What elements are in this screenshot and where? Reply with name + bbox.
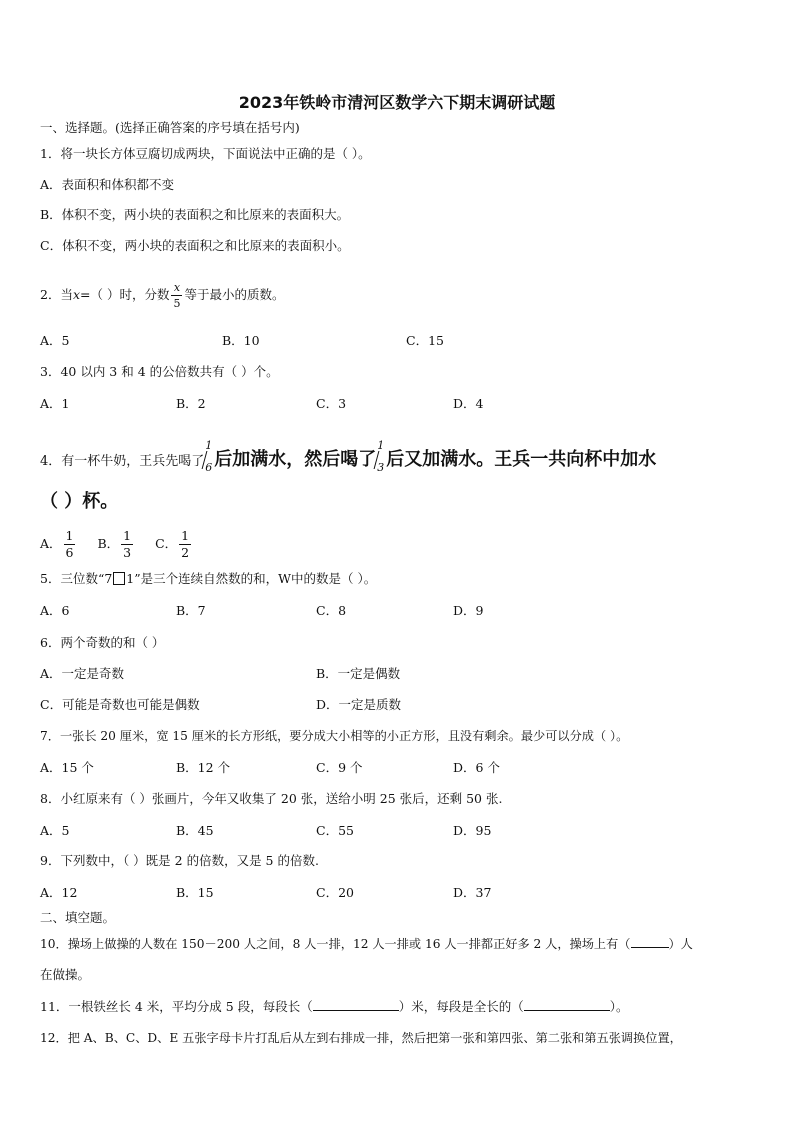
question-5-prefix: 5．三位数“7 (40, 571, 113, 586)
question-2-middle: =（ ）时，分数 (80, 287, 170, 302)
question-4-fraction-2 (376, 439, 386, 474)
question-1-option-b: B．体积不变，两小块的表面积之和比原来的表面积大。 (40, 207, 350, 222)
question-4-option-a-numerator: 1 (64, 530, 76, 546)
question-7-option-b: B．12 个 (176, 760, 231, 775)
question-5-option-d: D．9 (453, 603, 484, 618)
question-4-middle: 后加满水，然后喝了 (214, 449, 377, 470)
question-4-fraction-2-denominator: 3 (377, 461, 385, 474)
question-8-stem: 8．小红原来有（ ）张画片，今年又收集了 20 张，送给小明 25 张后，还剩 50 张. (40, 791, 503, 806)
question-2-option-c: C．15 (406, 333, 444, 348)
question-4-option-a-fraction (64, 527, 76, 560)
question-11-answer-blank-1[interactable] (313, 1010, 399, 1011)
question-6-option-a: A．一定是奇数 (40, 666, 125, 681)
question-4-option-a-label: A． (40, 536, 62, 551)
question-6-option-c: C．可能是奇数也可能是偶数 (40, 697, 200, 712)
question-5-option-b: B．7 (176, 603, 206, 618)
question-8-option-d: D．95 (453, 823, 492, 838)
question-2-fraction-numerator: x (171, 282, 182, 296)
question-4-option-c-fraction (179, 527, 191, 560)
question-4-stem-line1 (40, 439, 657, 474)
question-4-prefix: 4．有一杯牛奶，王兵先喝了 (40, 454, 205, 469)
question-1-option-c: C．体积不变，两小块的表面积之和比原来的表面积小。 (40, 238, 350, 253)
question-4-option-c-denominator: 2 (181, 545, 190, 560)
question-4-option-b-numerator: 1 (121, 530, 133, 546)
question-3-option-b: B．2 (176, 396, 206, 411)
question-11-part-2: ）米，每段是全长的（ (398, 999, 524, 1014)
question-4-options (40, 526, 193, 562)
question-4-option-b-fraction (121, 527, 133, 560)
question-10-stem-line1 (40, 936, 693, 952)
question-4-option-b-label: B． (97, 536, 120, 551)
question-2-stem (40, 277, 284, 313)
question-1-stem: 1．将一块长方体豆腐切成两块，下面说法中正确的是（ ）。 (40, 146, 371, 161)
question-10-stem-line2: 在做操。 (40, 967, 91, 982)
blank-box-icon (113, 572, 125, 585)
question-6-option-b: B．一定是偶数 (316, 666, 401, 681)
question-9-option-a: A．12 (40, 885, 78, 900)
question-9-option-b: B．15 (176, 885, 214, 900)
question-5-suffix: 1”是三个连续自然数的和，W中的数是（ ）。 (126, 571, 377, 586)
question-12-stem: 12．把 A、B、C、D、E 五张字母卡片打乱后从左到右排成一排，然后把第一张和第四张、第二张和第五张调换位置， (40, 1031, 682, 1045)
question-3-option-c: C．3 (316, 396, 347, 411)
section-2-heading: 二、填空题。 (40, 910, 116, 925)
question-4-option-a-denominator: 6 (65, 545, 74, 560)
question-2-fraction-denominator: 5 (173, 297, 181, 310)
question-11-answer-blank-2[interactable] (524, 1010, 610, 1011)
question-9-stem: 9．下列数中，（ ）既是 2 的倍数，又是 5 的倍数. (40, 853, 319, 868)
page-title: 2023年铁岭市清河区数学六下期末调研试题 (238, 93, 556, 112)
question-4-option-c-label: C． (155, 536, 178, 551)
question-4-suffix: 后又加满水。王兵一共向杯中加水 (386, 449, 657, 470)
question-2-suffix: 等于最小的质数。 (184, 287, 285, 302)
question-11-stem (40, 999, 629, 1015)
question-9-option-d: D．37 (453, 885, 492, 900)
question-4-fraction-1 (204, 439, 214, 474)
question-10-part-1: 10．操场上做操的人数在 150－200 人之间，8 人一排，12 人一排或 16 人一排都正好多 2 人，操场上有（ (40, 937, 631, 951)
question-1-option-a: A．表面积和体积都不变 (40, 177, 175, 192)
question-6-option-d: D．一定是质数 (316, 697, 402, 712)
question-4-option-c-numerator: 1 (179, 530, 191, 546)
question-2-option-b: B．10 (222, 333, 260, 348)
question-4-stem-line2: （ ）杯。 (40, 491, 119, 512)
question-10-answer-blank[interactable] (631, 947, 669, 948)
question-8-option-b: B．45 (176, 823, 214, 838)
question-2-option-a: A．5 (40, 333, 70, 348)
question-4-fraction-2-numerator: 1 (377, 439, 385, 452)
question-4-option-b-denominator: 3 (123, 545, 132, 560)
question-2-fraction (171, 282, 182, 309)
question-7-option-d: D．6 个 (453, 760, 500, 775)
question-11-part-3: ）。 (609, 999, 629, 1014)
question-3-option-a: A．1 (40, 396, 70, 411)
question-11-part-1: 11．一根铁丝长 4 米，平均分成 5 段，每段长（ (40, 999, 313, 1014)
question-4-fraction-1-denominator: 6 (205, 461, 213, 474)
question-5-option-c: C．8 (316, 603, 347, 618)
question-7-stem: 7．一张长 20 厘米，宽 15 厘米的长方形纸，要分成大小相等的小正方形，且没有剩余。最少可以分成（ ）。 (40, 729, 629, 743)
question-4-fraction-1-numerator: 1 (205, 439, 213, 452)
question-7-option-c: C．9 个 (316, 760, 363, 775)
section-1-heading: 一、选择题。(选择正确答案的序号填在括号内) (40, 120, 300, 135)
question-2-prefix: 2．当 (40, 287, 73, 302)
question-3-option-d: D．4 (453, 396, 484, 411)
question-8-option-a: A．5 (40, 823, 70, 838)
question-8-option-c: C．55 (316, 823, 354, 838)
question-7-option-a: A．15 个 (40, 760, 94, 775)
question-5-option-a: A．6 (40, 603, 70, 618)
question-10-part-2: ）人 (668, 937, 693, 951)
question-9-option-c: C．20 (316, 885, 354, 900)
question-2-variable: x (72, 287, 81, 302)
question-6-stem: 6．两个奇数的和（ ） (40, 635, 165, 650)
question-3-stem: 3．40 以内 3 和 4 的公倍数共有（ ）个。 (40, 364, 279, 379)
question-5-stem (40, 571, 376, 587)
